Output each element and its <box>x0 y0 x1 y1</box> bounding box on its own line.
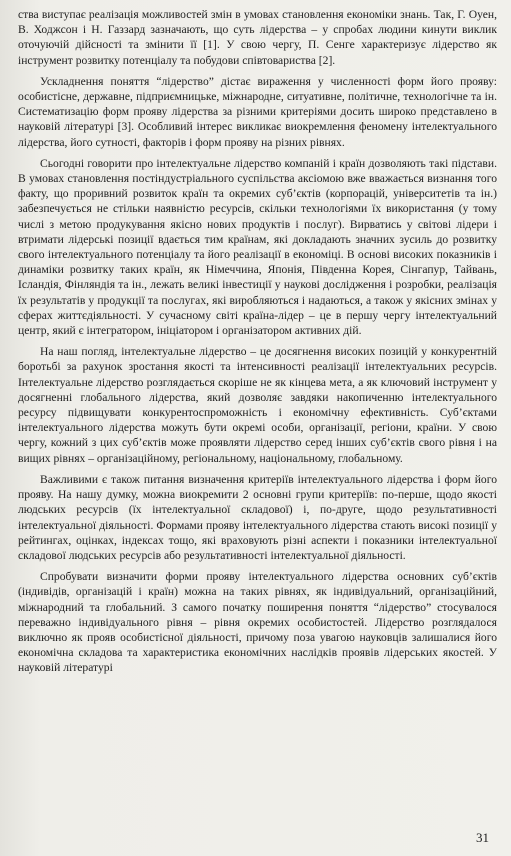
page-number: 31 <box>476 830 489 845</box>
paragraph-criteria: Важливими є також питання визначення критеріїв інтелектуального лідерства і форм його прояву. На нашу думку, можна виокремити 2 основні групи критеріїв: по-перше, щодо якості людських ресурсів (їх інтелектуальної складової) і, по-друге, щодо результативності інтелектуальної діяльності. Формами прояву інтелектуального лідерства стають високі позиції у рейтингах, оцінках, індексах тощо, які враховують різні аспекти і показники інтелектуальної складової людських ресурсів або результативності інтелектуальної діяльності. <box>18 472 497 562</box>
paragraph-intellectual-leadership-grounds: Сьогодні говорити про інтелектуальне лідерство компаній і країн дозволяють такі підстави. В умовах становлення постіндустріального суспільства аксіомою вже вважається визнання того факту, що проривний розвиток країн та окремих суб’єктів (корпорацій, університетів та ін.) забезпечується не стільки наявністю ресурсів, скільки технологіями їх використання (у тому числі з метою продукування якісно нових продуктів і послуг). Вирватись у світові лідери і втримати лідерські позиції вдається тим країнам, які докладають значних зусиль до розвитку свого інтелектуального потенціалу та його реалізації в економіці. В основі високих показників і динаміки розвитку таких країн, як Німеччина, Японія, Південна Корея, Сінгапур, Тайвань, Ісландія, Фінляндія та ін., лежать великі інвестиції у наукові дослідження і розробки, реалізація їх результатів у продукції та послугах, які виробляються і надаються, а також у якісних змінах у сферах життєдіяльності. У сучасному світі країна-лідер – це в першу чергу інтелектуальний центр, який є інтегратором, ініціатором і організатором активних дій. <box>18 156 497 338</box>
paragraph-leadership-forms: Ускладнення поняття “лідерство” дістає вираження у численності форм його прояву: особистісне, державне, підприємницьке, міжнародне, ситуативне, політичне, технологічне та ін. Систематизацію форм прояву лідерства за різними критеріями досить широко представлено в науковій літературі [3]. Особливий інтерес викликає виокремлення феномену інтелектуального лідерства, його сутності, факторів і форм прояву на різних рівнях. <box>18 74 497 149</box>
paragraph-definition: На наш погляд, інтелектуальне лідерство – це досягнення високих позицій у конкурентній боротьбі за рахунок зростання якості та інтенсивності реалізації інтелектуальних ресурсів. Інтелектуальне лідерство розглядається скоріше не як кінцева мета, а як ключовий інструмент у досягненні глобального лідерства, який дозволяє завдяки накопиченню інтелектуального ресурсу підвищувати конкурентоспроможність і економічну ефективність. Суб’єктами інтелектуального лідерства можуть бути окремі особи, організації, регіони, країни. У свою чергу, кожний з цих суб’єктів може проявляти лідерство серед інших суб’єктів свого рівня і на вищих рівнях – організаційному, регіональному, національному, глобальному. <box>18 345 497 465</box>
paragraph-continuation: ства виступає реалізація можливостей змін в умовах становлення економіки знань. Так, Г. Оуен, В. Ходжсон і Н. Газзард зазначають, що суть лідерства – у спробах людини кинути виклик оточуючій дійсності та змінити її [1]. У свою чергу, П. Сенге характеризує лідерство як інструмент розвитку потенціалу та побудови співтовариства [2]. <box>18 8 497 67</box>
paragraph-levels: Спробувати визначити форми прояву інтелектуального лідерства основних суб’єктів (індивідів, організацій і країн) можна на таких рівнях, як індивідуальний, організаційний, міжнародний та глобальний. З самого початку поширення поняття “лідерство” стосувалося переважно індивідуального рівня – рівня окремих особистостей. Лідерство розглядалося виключно як прояв особистісної діяльності, причому поза увагою науковців залишалися його економічна складова та характеристика економічних наслідків проявів лідерських якостей. У науковій літературі <box>18 570 497 675</box>
